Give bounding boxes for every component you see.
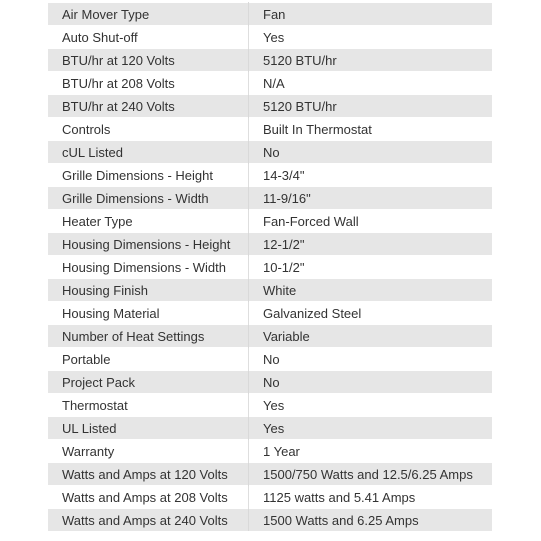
spec-value: 1500 Watts and 6.25 Amps: [249, 509, 493, 532]
spec-label: Housing Finish: [48, 279, 249, 302]
spec-row: [48, 371, 492, 394]
spec-value: No: [249, 141, 493, 164]
spec-value: 1 Year: [249, 440, 493, 463]
spec-value: Galvanized Steel: [249, 302, 493, 325]
spec-value: Variable: [249, 325, 493, 348]
spec-value: Yes: [249, 417, 493, 440]
spec-label: BTU/hr at 240 Volts: [48, 95, 249, 118]
spec-label: Watts and Amps at 240 Volts: [48, 509, 249, 532]
spec-row: [48, 3, 492, 26]
spec-value: No: [249, 348, 493, 371]
spec-label: BTU/hr at 208 Volts: [48, 72, 249, 95]
spec-label: Warranty: [48, 440, 249, 463]
spec-label: Air Mover Type: [48, 3, 249, 26]
spec-label: Portable: [48, 348, 249, 371]
specifications-body: [48, 3, 492, 532]
spec-label: Project Pack: [48, 371, 249, 394]
spec-value: N/A: [249, 72, 493, 95]
spec-value: 5120 BTU/hr: [249, 95, 493, 118]
spec-value: White: [249, 279, 493, 302]
spec-row: [48, 302, 492, 325]
spec-value: Fan: [249, 3, 493, 26]
spec-value: No: [249, 371, 493, 394]
spec-row: [48, 118, 492, 141]
specifications-table: [48, 2, 492, 531]
spec-row: [48, 417, 492, 440]
spec-label: Watts and Amps at 120 Volts: [48, 463, 249, 486]
spec-value: 1125 watts and 5.41 Amps: [249, 486, 493, 509]
spec-value: 1500/750 Watts and 12.5/6.25 Amps: [249, 463, 493, 486]
spec-label: Housing Dimensions - Height: [48, 233, 249, 256]
spec-label: UL Listed: [48, 417, 249, 440]
spec-row: [48, 187, 492, 210]
spec-label: Housing Material: [48, 302, 249, 325]
spec-label: Number of Heat Settings: [48, 325, 249, 348]
spec-row: [48, 141, 492, 164]
spec-row: [48, 348, 492, 371]
spec-value: 11-9/16": [249, 187, 493, 210]
spec-row: [48, 233, 492, 256]
spec-label: Heater Type: [48, 210, 249, 233]
spec-row: [48, 463, 492, 486]
spec-label: cUL Listed: [48, 141, 249, 164]
spec-row: [48, 440, 492, 463]
spec-label: Grille Dimensions - Width: [48, 187, 249, 210]
spec-row: [48, 26, 492, 49]
spec-value: Yes: [249, 394, 493, 417]
spec-label: Watts and Amps at 208 Volts: [48, 486, 249, 509]
spec-label: Thermostat: [48, 394, 249, 417]
spec-value: 5120 BTU/hr: [249, 49, 493, 72]
spec-value: 12-1/2": [249, 233, 493, 256]
spec-label: Grille Dimensions - Height: [48, 164, 249, 187]
spec-label: Controls: [48, 118, 249, 141]
spec-row: [48, 325, 492, 348]
spec-row: [48, 95, 492, 118]
spec-value: 14-3/4": [249, 164, 493, 187]
spec-row: [48, 49, 492, 72]
spec-row: [48, 279, 492, 302]
spec-row: [48, 210, 492, 233]
spec-label: BTU/hr at 120 Volts: [48, 49, 249, 72]
spec-value: Fan-Forced Wall: [249, 210, 493, 233]
spec-row: [48, 256, 492, 279]
spec-value: 10-1/2": [249, 256, 493, 279]
spec-row: [48, 164, 492, 187]
spec-label: Housing Dimensions - Width: [48, 256, 249, 279]
spec-row: [48, 72, 492, 95]
spec-value: Yes: [249, 26, 493, 49]
spec-value: Built In Thermostat: [249, 118, 493, 141]
spec-row: [48, 509, 492, 532]
spec-row: [48, 394, 492, 417]
spec-label: Auto Shut-off: [48, 26, 249, 49]
spec-row: [48, 486, 492, 509]
